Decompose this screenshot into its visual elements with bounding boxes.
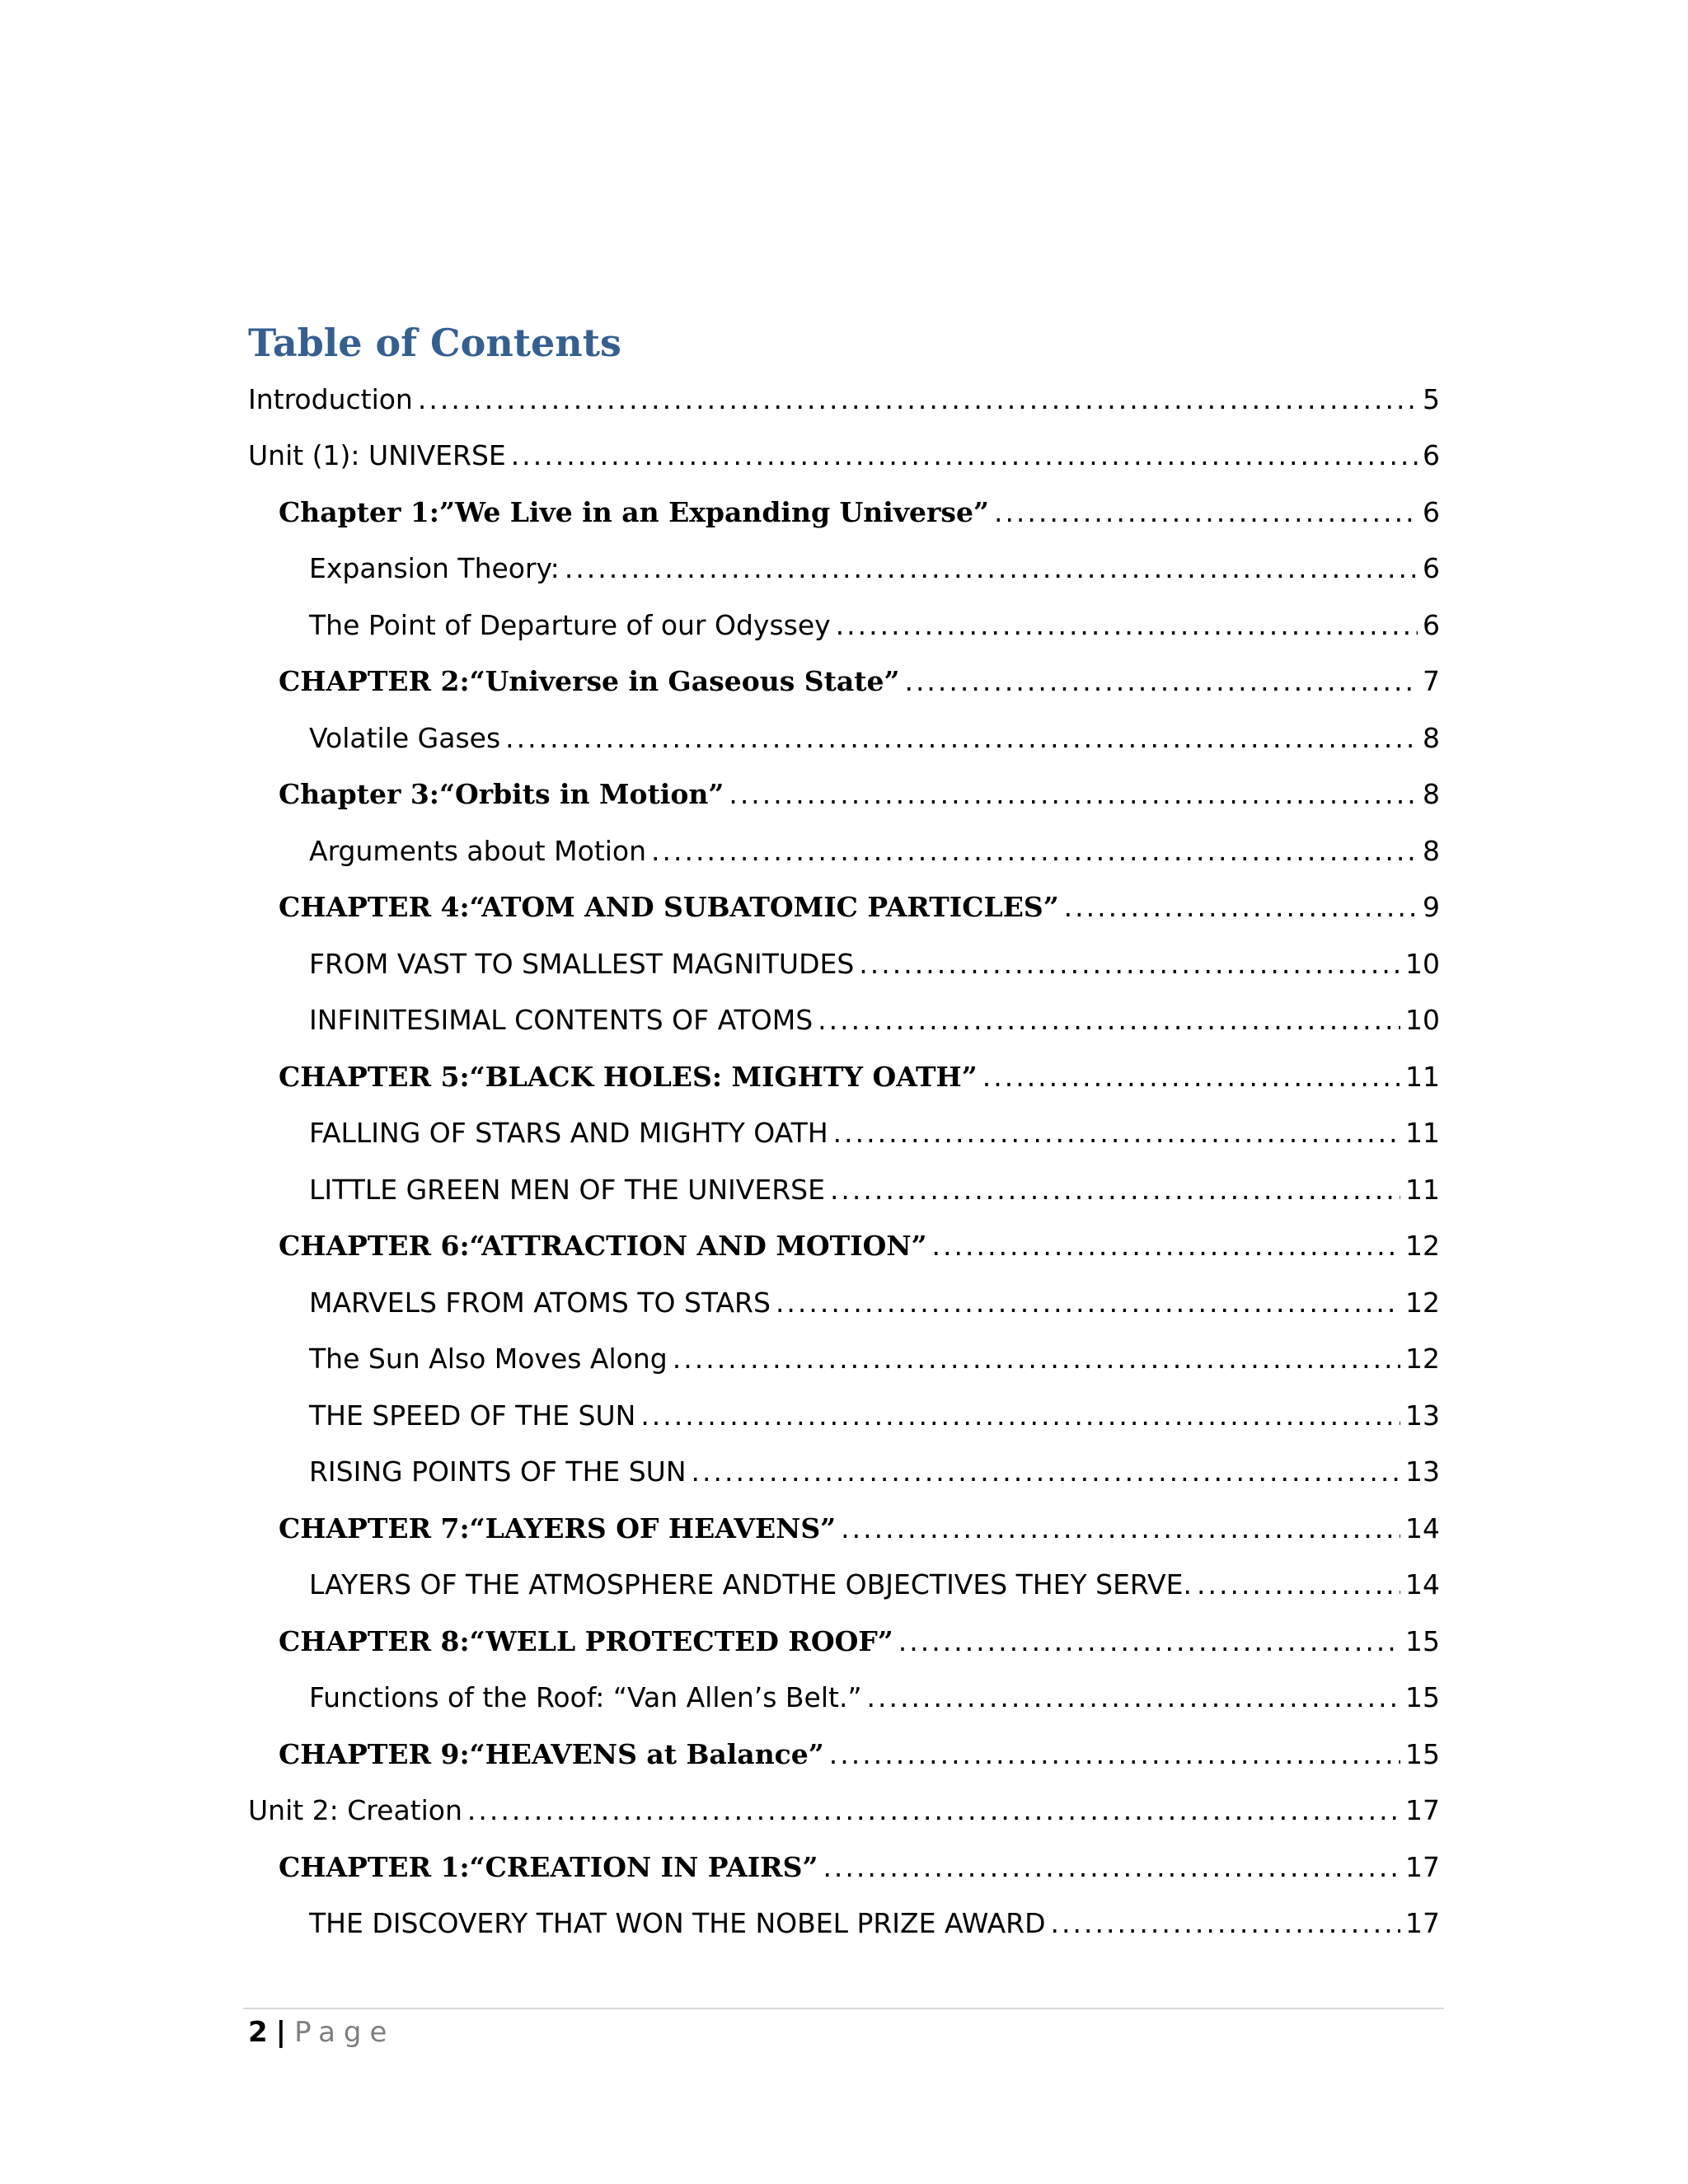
toc-entry-label: FROM VAST TO SMALLEST MAGNITUDES — [309, 947, 855, 980]
toc-leader-dots — [1051, 1907, 1401, 1939]
toc-page-number: 6 — [1423, 552, 1440, 585]
toc-leader-dots — [982, 1061, 1400, 1093]
toc-entry-introduction[interactable] — [248, 371, 1440, 428]
toc-entry-marvels-atoms-stars[interactable] — [248, 1274, 1440, 1331]
toc-leader-dots — [904, 665, 1418, 697]
toc-leader-dots — [776, 1286, 1400, 1319]
toc-entry-nobel-prize-discovery[interactable] — [248, 1896, 1440, 1952]
toc-entry-label: THE DISCOVERY THAT WON THE NOBEL PRIZE AWARD — [309, 1907, 1046, 1940]
toc-entry-label: THE SPEED OF THE SUN — [309, 1399, 636, 1432]
toc-page-number: 14 — [1405, 1511, 1440, 1544]
toc-entry-unit1-chapter-8[interactable] — [248, 1613, 1440, 1670]
toc-page-number: 12 — [1405, 1343, 1440, 1376]
page-footer — [248, 2013, 395, 2052]
toc-entry-label: LITTLE GREEN MEN OF THE UNIVERSE — [309, 1173, 825, 1206]
toc-entry-arguments-about-motion[interactable] — [248, 823, 1440, 879]
toc-entry-label: RISING POINTS OF THE SUN — [309, 1455, 687, 1488]
toc-entry-sun-moves-along[interactable] — [248, 1331, 1440, 1388]
toc-entry-unit1-chapter-4[interactable] — [248, 879, 1440, 936]
toc-entry-label: MARVELS FROM ATOMS TO STARS — [309, 1286, 771, 1319]
toc-entry-expansion-theory[interactable] — [248, 541, 1440, 598]
toc-entry-label: Unit (1): UNIVERSE — [248, 439, 506, 472]
toc-leader-dots — [692, 1455, 1400, 1488]
toc-entry-unit1-chapter-9[interactable] — [248, 1726, 1440, 1783]
toc-leader-dots — [418, 383, 1418, 415]
toc-leader-dots — [505, 722, 1418, 754]
toc-page-number: 15 — [1405, 1681, 1440, 1714]
toc-entry-unit1-chapter-2[interactable] — [248, 654, 1440, 710]
toc-page-number: 11 — [1405, 1060, 1440, 1093]
toc-page-number: 15 — [1405, 1624, 1440, 1657]
toc-entry-unit1-chapter-7[interactable] — [248, 1500, 1440, 1557]
toc-entry-label: LAYERS OF THE ATMOSPHERE ANDTHE OBJECTIVES THEY SERVE. — [309, 1568, 1192, 1601]
toc-entry-unit2-chapter-1[interactable] — [248, 1839, 1440, 1896]
toc-entry-unit-1[interactable] — [248, 428, 1440, 485]
toc-entry-unit1-chapter-5[interactable] — [248, 1048, 1440, 1105]
toc-entry-speed-of-sun[interactable] — [248, 1387, 1440, 1444]
toc-page-number: 7 — [1423, 665, 1440, 698]
toc-page-number: 13 — [1405, 1455, 1440, 1488]
toc-entry-volatile-gases[interactable] — [248, 710, 1440, 766]
toc-entry-label: Chapter 3:“Orbits in Motion” — [279, 778, 724, 811]
toc-leader-dots — [729, 778, 1418, 810]
toc-entry-label: Introduction — [248, 382, 413, 415]
toc-entry-unit1-chapter-1[interactable] — [248, 484, 1440, 541]
footer-separator: | — [275, 2016, 287, 2049]
toc-entry-label: CHAPTER 8:“WELL PROTECTED ROOF” — [279, 1624, 893, 1657]
toc-page-number: 17 — [1405, 1794, 1440, 1827]
toc-entry-infinitesimal-contents[interactable] — [248, 992, 1440, 1049]
toc-entry-label: INFINITESIMAL CONTENTS OF ATOMS — [309, 1004, 814, 1037]
toc-leader-dots — [994, 496, 1418, 528]
toc-leader-dots — [1197, 1568, 1400, 1601]
toc-entry-vast-to-smallest[interactable] — [248, 935, 1440, 992]
toc-page-number: 11 — [1405, 1117, 1440, 1150]
toc-entry-label: Functions of the Roof: “Van Allen’s Belt.” — [309, 1681, 862, 1714]
toc-page-number: 11 — [1405, 1173, 1440, 1206]
toc-entry-label: The Sun Also Moves Along — [309, 1343, 668, 1376]
toc-leader-dots — [640, 1399, 1400, 1432]
toc-page-number: 8 — [1423, 721, 1440, 754]
toc-leader-dots — [467, 1794, 1400, 1826]
toc-entry-label: Arguments about Motion — [309, 834, 646, 867]
toc-entry-label: CHAPTER 6:“ATTRACTION AND MOTION” — [279, 1230, 927, 1263]
toc-entry-label: Unit 2: Creation — [248, 1794, 462, 1827]
toc-entry-little-green-men[interactable] — [248, 1161, 1440, 1218]
toc-page-number: 5 — [1423, 382, 1440, 415]
toc-entry-label: CHAPTER 2:“Universe in Gaseous State” — [279, 665, 900, 698]
toc-leader-dots — [823, 1851, 1400, 1883]
toc-page-number: 13 — [1405, 1399, 1440, 1432]
toc-leader-dots — [673, 1343, 1400, 1375]
toc-leader-dots — [1064, 891, 1418, 923]
toc-entry-layers-of-atmosphere[interactable] — [248, 1557, 1440, 1614]
toc-page-number: 12 — [1405, 1230, 1440, 1263]
toc-list — [248, 371, 1440, 1952]
toc-page-number: 6 — [1423, 495, 1440, 528]
toc-leader-dots — [511, 439, 1418, 471]
toc-page-number: 8 — [1423, 834, 1440, 867]
toc-entry-label: CHAPTER 5:“BLACK HOLES: MIGHTY OATH” — [279, 1060, 978, 1093]
toc-page-number: 15 — [1405, 1737, 1440, 1770]
toc-page-number: 8 — [1423, 778, 1440, 811]
toc-leader-dots — [818, 1004, 1400, 1036]
toc-entry-label: Expansion Theory: — [309, 552, 560, 585]
toc-leader-dots — [565, 552, 1418, 584]
toc-entry-label: CHAPTER 9:“HEAVENS at Balance” — [279, 1737, 824, 1770]
toc-page-number: 10 — [1405, 1004, 1440, 1037]
toc-entry-label: CHAPTER 4:“ATOM AND SUBATOMIC PARTICLES” — [279, 891, 1059, 924]
toc-leader-dots — [830, 1174, 1400, 1206]
toc-entry-point-of-departure[interactable] — [248, 597, 1440, 654]
toc-entry-unit1-chapter-3[interactable] — [248, 766, 1440, 823]
toc-page-number: 9 — [1423, 891, 1440, 924]
toc-entry-rising-points-sun[interactable] — [248, 1444, 1440, 1501]
toc-page-number: 17 — [1405, 1907, 1440, 1940]
toc-entry-label: Volatile Gases — [309, 721, 501, 754]
toc-entry-unit-2[interactable] — [248, 1783, 1440, 1840]
toc-leader-dots — [651, 835, 1418, 867]
toc-heading: Table of Contents — [248, 321, 621, 365]
toc-entry-label: Chapter 1:”We Live in an Expanding Universe” — [279, 495, 989, 528]
toc-leader-dots — [867, 1681, 1400, 1713]
toc-entry-label: FALLING OF STARS AND MIGHTY OATH — [309, 1117, 828, 1150]
toc-page-number: 14 — [1405, 1568, 1440, 1601]
toc-leader-dots — [841, 1512, 1400, 1544]
toc-page-number: 12 — [1405, 1286, 1440, 1319]
toc-entry-label: The Point of Departure of our Odyssey — [309, 608, 831, 641]
toc-leader-dots — [836, 609, 1418, 641]
toc-leader-dots — [859, 948, 1400, 980]
toc-leader-dots — [829, 1738, 1400, 1770]
toc-entry-label: CHAPTER 7:“LAYERS OF HEAVENS” — [279, 1511, 837, 1544]
toc-page-number: 6 — [1423, 608, 1440, 641]
toc-page-number: 6 — [1423, 439, 1440, 472]
toc-page-number: 10 — [1405, 947, 1440, 980]
footer-page-word: Page — [294, 2016, 396, 2049]
toc-entry-functions-of-roof[interactable] — [248, 1670, 1440, 1727]
toc-entry-unit1-chapter-6[interactable] — [248, 1218, 1440, 1275]
footer-page-number: 2 — [248, 2016, 268, 2049]
toc-leader-dots — [932, 1230, 1400, 1262]
toc-entry-label: CHAPTER 1:“CREATION IN PAIRS” — [279, 1850, 818, 1883]
toc-leader-dots — [833, 1117, 1400, 1149]
toc-page-number: 17 — [1405, 1850, 1440, 1883]
footer-divider — [243, 2008, 1444, 2009]
toc-leader-dots — [898, 1625, 1400, 1657]
toc-entry-falling-of-stars[interactable] — [248, 1105, 1440, 1162]
